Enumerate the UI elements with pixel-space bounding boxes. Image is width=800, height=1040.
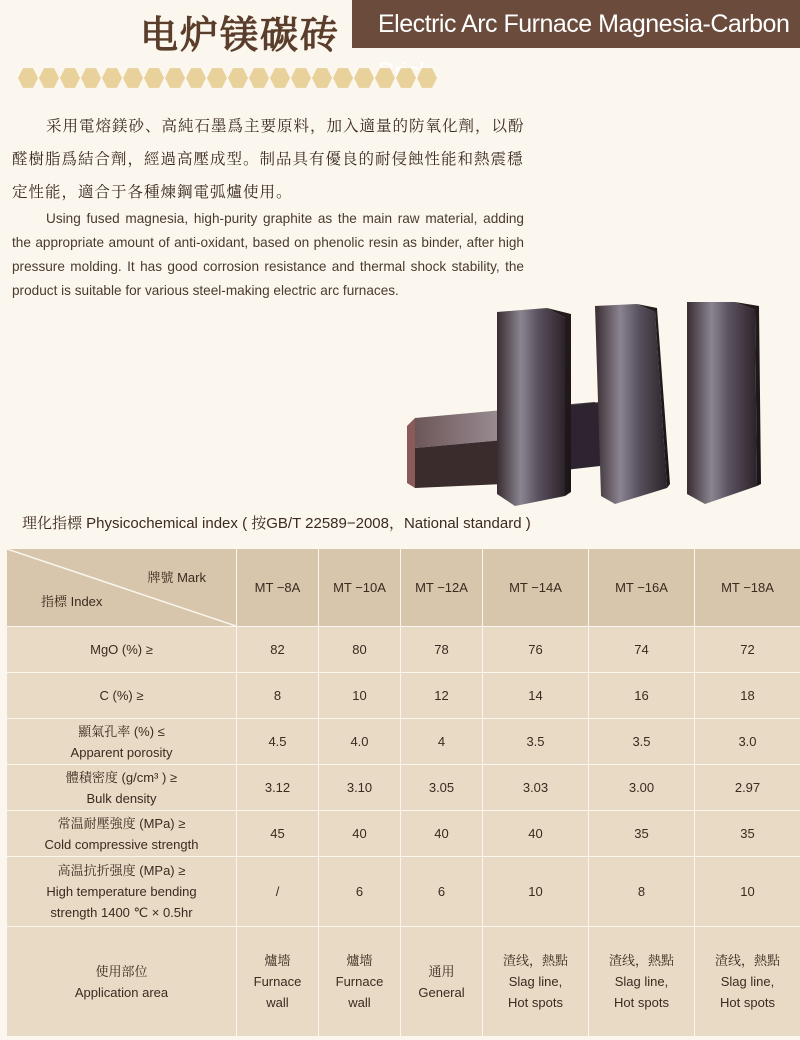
- application-cell: [401, 927, 483, 1037]
- table-cell: 2.97: [695, 765, 800, 811]
- row-label: [7, 627, 237, 673]
- hexagon-icon: [228, 67, 248, 89]
- table-cell: 76: [483, 627, 589, 673]
- column-header: MT −18A: [695, 549, 800, 627]
- header-diagonal-line: [7, 549, 236, 626]
- row-label: [7, 719, 237, 765]
- row-label: [7, 765, 237, 811]
- hexagon-decoration: [18, 67, 437, 89]
- column-header: MT −16A: [589, 549, 695, 627]
- table-cell: 10: [483, 857, 589, 927]
- row-label-cn: MgO (%) ≥: [90, 642, 153, 657]
- description-en: Using fused magnesia, high-purity graphite as the main raw material, adding the appropriate amount of anti-oxidant, based on phenolic resin as binder, after high pressure molding. It has good corrosion resistance and thermal shock stability, the product is suitable for various steel-making electric arc furnaces.: [12, 211, 524, 298]
- hexagon-icon: [102, 67, 122, 89]
- table-cell: 3.5: [483, 719, 589, 765]
- application-cell: [237, 927, 319, 1037]
- hexagon-icon: [312, 67, 332, 89]
- row-label-cn: 常温耐壓強度 (MPa) ≥: [57, 815, 186, 831]
- hexagon-icon: [270, 67, 290, 89]
- column-header: MT −10A: [319, 549, 401, 627]
- application-cn: 通用: [428, 963, 455, 979]
- hexagon-icon: [333, 67, 353, 89]
- table-cell: 78: [401, 627, 483, 673]
- row-label-en: Apparent porosity: [70, 744, 173, 760]
- row-label: [7, 857, 237, 927]
- table-cell: 8: [589, 857, 695, 927]
- application-en-2: wall: [348, 995, 371, 1010]
- table-cell: 14: [483, 673, 589, 719]
- table-cell: 10: [695, 857, 800, 927]
- table-cell: 3.10: [319, 765, 401, 811]
- application-en: Slag line,: [720, 974, 775, 989]
- row-label-cn: C (%) ≥: [99, 688, 144, 703]
- application-en-2: Hot spots: [614, 995, 669, 1010]
- column-header: MT −8A: [237, 549, 319, 627]
- application-en: Slag line,: [614, 974, 669, 989]
- physicochemical-index-table: [6, 548, 800, 1037]
- header-index-label: 指標 Index: [41, 594, 103, 609]
- table-row-bulk-density: [7, 765, 800, 811]
- application-en: General: [418, 984, 465, 1000]
- table-cell: 12: [401, 673, 483, 719]
- hexagon-icon: [39, 67, 59, 89]
- row-label-cn: 高温抗折强度 (MPa) ≥: [57, 863, 186, 878]
- application-en: Slag line,: [508, 974, 563, 989]
- table-cell: 3.0: [695, 719, 800, 765]
- application-cell: [319, 927, 401, 1037]
- table-cell: 8: [237, 673, 319, 719]
- hexagon-icon: [123, 67, 143, 89]
- table-row-porosity: [7, 719, 800, 765]
- table-cell: 35: [695, 811, 800, 857]
- table-cell: 3.05: [401, 765, 483, 811]
- table-cell: 45: [237, 811, 319, 857]
- table-row-cold-compressive: [7, 811, 800, 857]
- hexagon-icon: [144, 67, 164, 89]
- description-cn: 采用電熔鎂砂、高純石墨爲主要原料，加入適量的防氧化劑，以酚醛樹脂爲結合劑，經過高壓成型。制品具有優良的耐侵蝕性能和熱震穩定性能，適合于各種煉鋼電弧爐使用。: [12, 117, 525, 201]
- table-cell: 16: [589, 673, 695, 719]
- hexagon-icon: [417, 67, 437, 89]
- row-label-en: Bulk density: [86, 790, 157, 806]
- row-label: [7, 673, 237, 719]
- table-row-hot-bending: [7, 857, 800, 927]
- hexagon-icon: [396, 67, 416, 89]
- application-en-2: Hot spots: [720, 995, 775, 1010]
- application-en: Furnace: [253, 974, 302, 989]
- table-cell: 82: [237, 627, 319, 673]
- page-title-en: Electric Arc Furnace Magnesia-Carbon: [378, 10, 790, 38]
- physicochemical-index-title: 理化指標 Physicochemical index ( 按GB/T 22589−2008，National standard ): [22, 515, 531, 532]
- table-header-row: [7, 549, 800, 627]
- table-cell: 10: [319, 673, 401, 719]
- hexagon-icon: [18, 67, 38, 89]
- application-cn: 渣线，熱點: [502, 953, 568, 968]
- table-cell: 80: [319, 627, 401, 673]
- row-label: [7, 927, 237, 1037]
- row-label-en: Cold compressive strength: [44, 836, 199, 852]
- table-cell: /: [237, 857, 319, 927]
- page-title-en-bar: [352, 0, 800, 48]
- page-title-cn: 电炉镁碳砖: [140, 12, 341, 57]
- table-cell: 40: [319, 811, 401, 857]
- table-cell: 4.0: [319, 719, 401, 765]
- application-cn: 渣线，熱點: [608, 953, 674, 968]
- application-cell: [483, 927, 589, 1037]
- table-cell: 72: [695, 627, 800, 673]
- application-cn: 爐墻: [264, 953, 291, 968]
- row-label-cn: 體積密度 (g/cm³ ) ≥: [65, 769, 178, 785]
- application-en-2: Hot spots: [508, 995, 563, 1010]
- table-row-mgo: [7, 627, 800, 673]
- header-mark-label: 牌號 Mark: [147, 570, 206, 585]
- table-cell: 6: [319, 857, 401, 927]
- hexagon-icon: [81, 67, 101, 89]
- table-cell: 3.03: [483, 765, 589, 811]
- column-header: MT −12A: [401, 549, 483, 627]
- row-label-en: High temperature bending: [46, 884, 197, 899]
- hexagon-icon: [375, 67, 395, 89]
- row-label-en: Application area: [74, 984, 169, 1000]
- hexagon-icon: [165, 67, 185, 89]
- hexagon-icon: [186, 67, 206, 89]
- application-cn: 渣线，熱點: [714, 953, 780, 968]
- table-cell: 3.12: [237, 765, 319, 811]
- application-en-2: wall: [266, 995, 289, 1010]
- row-label: [7, 811, 237, 857]
- table-cell: 18: [695, 673, 800, 719]
- hexagon-icon: [207, 67, 227, 89]
- hexagon-icon: [249, 67, 269, 89]
- table-cell: 40: [401, 811, 483, 857]
- row-label-cn: 使用部位: [95, 963, 148, 979]
- row-label-en-2: strength 1400 ℃ × 0.5hr: [50, 905, 193, 920]
- table-cell: 40: [483, 811, 589, 857]
- application-en: Furnace: [335, 974, 384, 989]
- column-header: MT −14A: [483, 549, 589, 627]
- application-cell: [695, 927, 800, 1037]
- table-cell: 35: [589, 811, 695, 857]
- table-row-application: [7, 927, 800, 1037]
- table-cell: 6: [401, 857, 483, 927]
- table-cell: 4: [401, 719, 483, 765]
- row-label-cn: 顯氣孔率 (%) ≤: [78, 723, 165, 739]
- application-cn: 爐墻: [346, 953, 373, 968]
- table-cell: 74: [589, 627, 695, 673]
- table-cell: 4.5: [237, 719, 319, 765]
- hexagon-icon: [291, 67, 311, 89]
- hexagon-icon: [60, 67, 80, 89]
- magnesia-carbon-bricks-photo: [405, 298, 800, 513]
- table-row-carbon: [7, 673, 800, 719]
- table-cell: 3.5: [589, 719, 695, 765]
- hexagon-icon: [354, 67, 374, 89]
- application-cell: [589, 927, 695, 1037]
- header-mark-index-cell: [7, 549, 237, 627]
- table-cell: 3.00: [589, 765, 695, 811]
